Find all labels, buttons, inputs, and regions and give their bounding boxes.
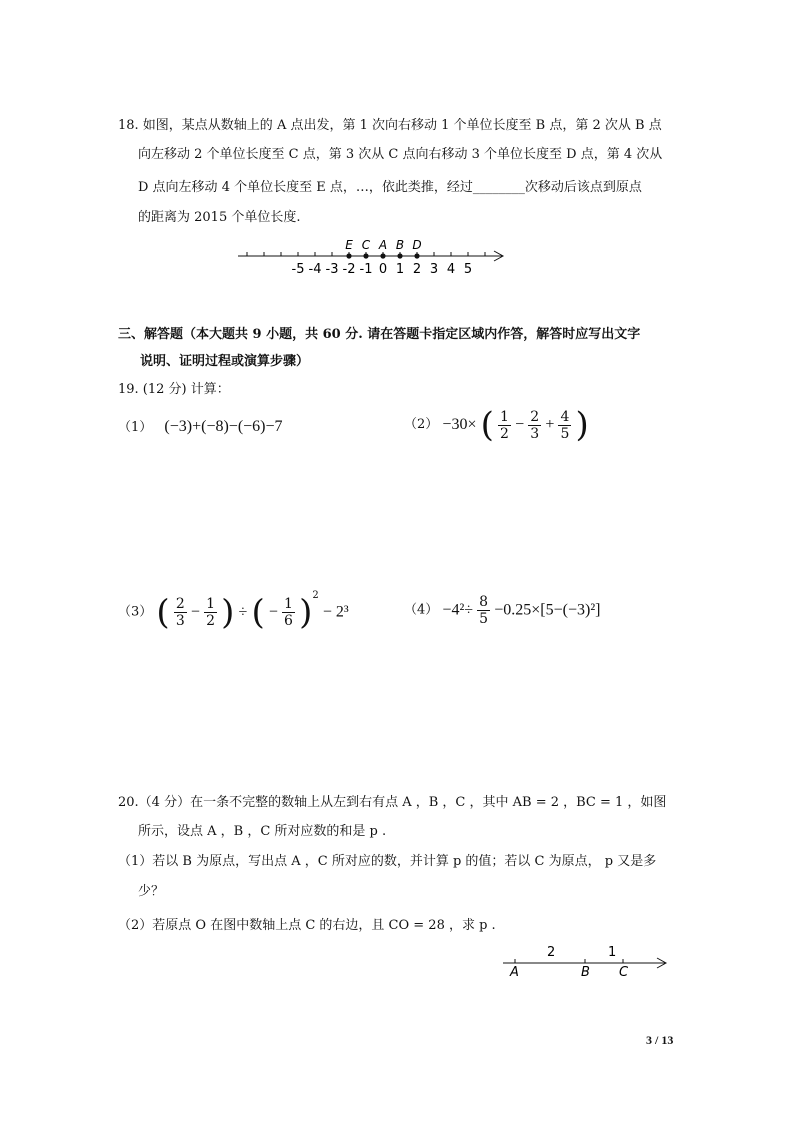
segment-label-bc: 1 [608, 945, 617, 960]
q19-part1-expression: (−3)+(−8)−(−6)−7 [164, 418, 283, 435]
q19-part2-label: （2） [404, 417, 439, 432]
axis-tick-label: 4 [446, 262, 456, 277]
q19-header: 19. (12 分) 计算： [118, 382, 230, 397]
axis-point-label: C [361, 238, 371, 252]
axis-tick-label: 2 [412, 262, 422, 277]
q18-number-line [230, 232, 510, 282]
axis-point-label: D [412, 238, 422, 252]
q19-part1-label: （1） [118, 420, 153, 435]
q19-part3: （3） ( $\frac{2}{3}$ − $\frac{1}{2}$ ) ÷ ( − $\frac{1}{6}$ )$^2$ − 2³ [118, 590, 349, 633]
right-paren: ) [221, 592, 235, 633]
q20-line4: 少？ [138, 884, 165, 899]
axis-tick-label: -2 [342, 262, 356, 277]
fraction: $\frac{1}{2}$ [500, 408, 509, 442]
q20-line1: 20.（4 分）在一条不完整的数轴上从左到右有点 A ，B ，C ，其中 AB = 2 ，BC = 1 ，如图 [118, 795, 667, 810]
axis-point-dot [380, 253, 385, 258]
axis-tick-label: -3 [325, 262, 339, 277]
q19-part2: （2） −30× ( $\frac{1}{2}$ − $\frac{2}{3}$ + $\frac{4}{5}$ ) [404, 405, 589, 445]
section3-heading-line2: 说明、证明过程或演算步骤） [140, 354, 310, 369]
axis-point-label: E [345, 238, 353, 252]
left-paren: ( [251, 592, 265, 633]
q18-line2: 向左移动 2 个单位长度至 C 点，第 3 次从 C 点向右移动 3 个单位长度至 D 点，第 4 次从 [138, 147, 663, 162]
q20-number-line [495, 942, 675, 982]
q19-part4-expression-end: −0.25×[5−(−3)²] [494, 601, 601, 619]
q20-line3: （1）若以 B 为原点，写出点 A ，C 所对应的数，并计算 p 的值；若以 C 为原点， p 又是多 [118, 854, 657, 869]
left-paren: ( [480, 405, 494, 445]
q19-part4-label: （4） [404, 602, 439, 618]
axis-point-dot [363, 253, 368, 258]
q19-part2-prefix: −30× [442, 416, 477, 433]
q19-part3-label: （3） [118, 604, 153, 620]
q20-line5: （2）若原点 O 在图中数轴上点 C 的右边，且 CO = 28 ，求 p . [118, 918, 496, 933]
fraction: $\frac{2}{3}$ [530, 408, 540, 442]
axis-point-label: A [378, 238, 388, 252]
q18-line3: D 点向左移动 4 个单位长度至 E 点，…，依此类推，经过________次移动后该点到原点 [138, 180, 642, 195]
right-paren: ) [575, 405, 589, 445]
axis-tick-label: 0 [378, 262, 388, 277]
left-paren: ( [156, 592, 170, 633]
fraction: $\frac{1}{2}$ [206, 596, 215, 629]
q19-part4-expression-start: −4²÷ [442, 601, 474, 619]
axis-point-dot [397, 253, 402, 258]
section3-heading-line1: 三、解答题（本大题共 9 小题，共 60 分. 请在答题卡指定区域内作答，解答时应写出文字 [118, 327, 641, 342]
point-label-a: A [510, 965, 519, 980]
right-paren: ) [299, 592, 313, 633]
q19-part1 [118, 418, 283, 438]
axis-point-dot [346, 253, 351, 258]
q18-line4: 的距离为 2015 个单位长度. [138, 210, 301, 225]
axis-tick-label: 3 [429, 262, 439, 277]
page-number: 3 / 13 [646, 1033, 674, 1047]
fraction: $\frac{1}{6}$ [284, 596, 293, 629]
axis-tick-label: 1 [395, 262, 405, 277]
q19-part4 [404, 594, 600, 627]
point-label-b: B [581, 965, 590, 980]
segment-label-ab: 2 [547, 945, 556, 960]
fraction: $\frac{4}{5}$ [560, 408, 570, 442]
point-label-c: C [619, 965, 629, 980]
q20-line2: 所示，设点 A ，B ，C 所对应数的和是 p . [138, 824, 387, 839]
axis-tick-label: -1 [359, 262, 373, 277]
q18-line1: 18. 如图，某点从数轴上的 A 点出发，第 1 次向右移动 1 个单位长度至 B 点，第 2 次从 B 点 [118, 118, 662, 133]
axis-tick-label: -5 [291, 262, 305, 277]
fraction: $\frac{8}{5}$ [479, 594, 489, 627]
fraction: $\frac{2}{3}$ [175, 596, 185, 629]
axis-tick-label: -4 [308, 262, 322, 277]
axis-point-label: B [395, 238, 405, 252]
q19-part3-tail: − 2³ [322, 603, 349, 621]
axis-point-dot [414, 253, 419, 258]
axis-tick-label: 5 [463, 262, 473, 277]
